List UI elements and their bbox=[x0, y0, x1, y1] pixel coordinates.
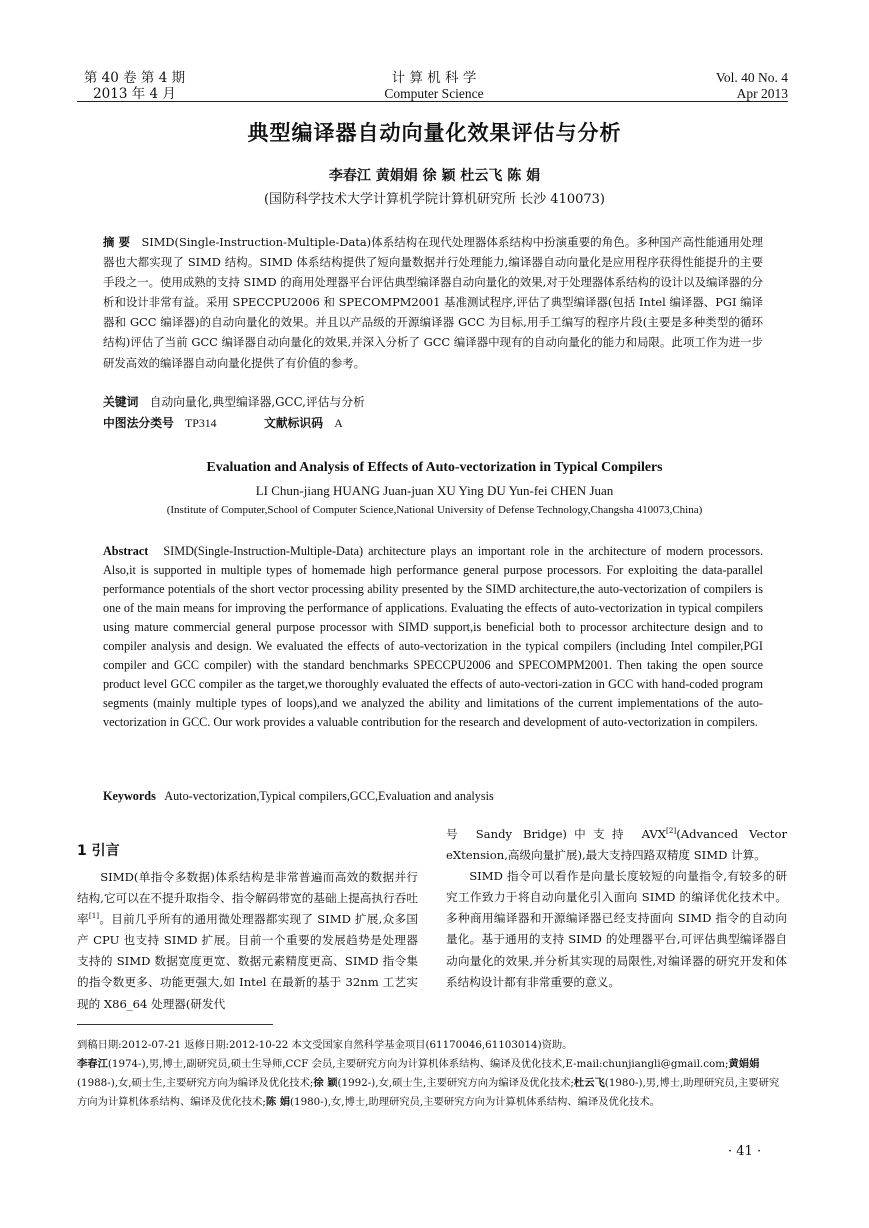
intro-paragraph-1-cont: 。目前几乎所有的通用微处理器都实现了 SIMD 扩展,众多国产 CPU 也支持 SIMD 扩展。目前一个重要的发展趋势是处理器支持的 SIMD 数据宽度更宽、数据元素精度更高、SIMD 指令集的指令数更多、功能更强大,如 Intel 在最新的基于 32nm 工艺实现的 X86_64 处理器(研发代 bbox=[77, 912, 418, 1011]
footnote-author-bios bbox=[77, 1055, 788, 1112]
affiliation-en: (Institute of Computer,School of Computer Science,National University of Defense Technology,Changsha 410073,China) bbox=[166, 504, 703, 516]
citation-ref-1: [1] bbox=[88, 911, 100, 921]
bio-name-5: 陈 娟 bbox=[265, 1096, 290, 1108]
keywords-en bbox=[103, 789, 494, 804]
abstract-en bbox=[103, 542, 763, 732]
header-journal-name bbox=[334, 70, 534, 102]
intro-tail-text-b: (Advanced Vector eXtension,高级向量扩展),最大支持四路双精度 SIMD 计算。 bbox=[446, 827, 787, 863]
intro-tail-text-a: 号 Sandy Bridge)中支持 AVX bbox=[446, 827, 667, 841]
bio-text-1: (1974-),男,博士,副研究员,硕士生导师,CCF 会员,主要研究方向为计算机体系结构、编译及优化技术,E-mail:chunjiangli@gmail.com; bbox=[107, 1058, 729, 1070]
body-right-column bbox=[446, 824, 787, 993]
doc-code-value: A bbox=[334, 416, 343, 430]
paper-title-cn: 典型编译器自动向量化效果评估与分析 bbox=[247, 121, 622, 145]
body-left-column bbox=[77, 867, 418, 1015]
classification-line bbox=[103, 414, 763, 432]
header-date-en: Apr 2013 bbox=[736, 86, 788, 101]
footnote-rule bbox=[77, 1024, 273, 1025]
intro-paragraph-1 bbox=[77, 867, 418, 1015]
footnote bbox=[77, 1036, 788, 1112]
bio-name-4: 杜云飞 bbox=[573, 1077, 605, 1089]
bio-name-2: 黄娟娟 bbox=[728, 1058, 760, 1070]
keywords-cn bbox=[103, 393, 763, 411]
keywords-cn-label: 关键词 bbox=[103, 395, 139, 409]
abstract-en-label: Abstract bbox=[103, 544, 149, 558]
bio-text-5: (1980-),女,博士,助理研究员,主要研究方向为计算机体系结构、编译及优化技术。 bbox=[290, 1096, 661, 1108]
citation-ref-2: [2] bbox=[666, 826, 677, 836]
keywords-en-text: Auto-vectorization,Typical compilers,GCC,Evaluation and analysis bbox=[164, 789, 494, 803]
header-journal-issue-en bbox=[668, 70, 788, 102]
bio-name-1: 李春江 bbox=[77, 1058, 108, 1070]
authors-cn: 李春江 黄娟娟 徐 颖 杜云飞 陈 娟 bbox=[328, 168, 541, 184]
abstract-cn bbox=[103, 232, 763, 373]
clc-value: TP314 bbox=[185, 416, 217, 430]
abstract-cn-label: 摘 要 bbox=[103, 235, 131, 249]
abstract-en-text: SIMD(Single-Instruction-Multiple-Data) architecture plays an important role in the architecture of modern processors. Also,it is supported in multiple types of homemade high performance general purpose processors. For exploiting the data-parallel performance potentials of the short vector processing ability presented by the SIMD architecture,the auto-vectorization of compilers is one of the main means for improving the performance of applications. Evaluating the effects of auto-vectorization in typical compilers using mature commercial general purpose processor with SIMD support,is beneficial both to processor architecture design and to compiler analysis and design. We evaluated the effects of auto-vectorization in the typical compilers (including Intel compiler,PGI compiler and GCC compiler) with the standard benchmarks SPECCPU2006 and SPECOMPM2001. Then taking the open source product level GCC compiler as the target,we thoroughly evaluated the effects of auto-vectori-zation in GCC with hand-coded program segments (mainly multiple types of loops),and we analyzed the ability and limitations of the current implementations of the auto-vectorization in GCC. Our work provides a valuable contribution for the research and development of auto-vectorization in compilers. bbox=[103, 544, 764, 730]
header-date-cn: 2013 年 4 月 bbox=[93, 86, 176, 102]
keywords-en-label: Keywords bbox=[103, 789, 156, 803]
clc-label: 中图法分类号 bbox=[103, 416, 174, 430]
section-heading-introduction: 1 引言 bbox=[77, 843, 120, 859]
page-number: · 41 · bbox=[728, 1144, 762, 1159]
header-journal-volume bbox=[77, 70, 192, 102]
header-rule bbox=[77, 101, 788, 102]
bio-text-2: (1988-),女,硕士生,主要研究方向为编译及优化技术; bbox=[77, 1077, 314, 1089]
header-journal-name-cn: 计 算 机 科 学 bbox=[391, 70, 477, 86]
intro-paragraph-1-text: SIMD(单指令多数据)体系结构是非常普遍而高效的数据并行结构,它可以在不提升取指令、指令解码带宽的基础上提高执行吞吐率 bbox=[77, 870, 418, 927]
header-journal-name-en: Computer Science bbox=[384, 86, 484, 101]
header-vol-no: Vol. 40 No. 4 bbox=[715, 70, 788, 85]
footnote-dates-funding: 到稿日期:2012-07-21 返修日期:2012-10-22 本文受国家自然科学基金项目(61170046,61103014)资助。 bbox=[77, 1039, 573, 1051]
header-volume-issue: 第 40 卷 第 4 期 bbox=[83, 70, 186, 86]
affiliation-cn: (国防科学技术大学计算机学院计算机研究所 长沙 410073) bbox=[263, 192, 606, 207]
bio-text-4: (1980-),男,博士,助理研究员,主要研究方向为计算机体系结构、编译及优化技术; bbox=[77, 1077, 780, 1108]
bio-text-3: (1992-),女,硕士生,主要研究方向为编译及优化技术; bbox=[337, 1077, 574, 1089]
intro-paragraph-2: SIMD 指令可以看作是向量长度较短的向量指令,有较多的研究工作致力于将自动向量化引入面向 SIMD 的编译优化技术中。多种商用编译器和开源编译器已经支持面向 SIMD 指令的自动向量化。基于通用的支持 SIMD 的处理器平台,可评估典型编译器自动向量化的效果,并分析其实现的局限性,对编译器的研究开发和体系结构设计都有非常重要的意义。 bbox=[446, 869, 787, 989]
doc-code-label: 文献标识码 bbox=[264, 416, 324, 430]
keywords-cn-text: 自动向量化,典型编译器,GCC,评估与分析 bbox=[149, 395, 365, 409]
intro-paragraph-1-tail bbox=[446, 824, 787, 866]
bio-name-3: 徐 颖 bbox=[313, 1077, 338, 1089]
paper-title-en: Evaluation and Analysis of Effects of Auto-vectorization in Typical Compilers bbox=[206, 459, 663, 474]
abstract-cn-text: SIMD(Single-Instruction-Multiple-Data)体系结构在现代处理器体系结构中扮演重要的角色。多种国产高性能通用处理器也大都实现了 SIMD 结构。SIMD 体系结构提供了短向量数据并行处理能力,编译器自动向量化是应用程序获得性能提升的主要手段之一。使用成熟的支持 SIMD 的商用处理器平台评估典型编译器自动向量化的效果,对于处理器体系结构的设计以及编译器的分析和设计非常有益。采用 SPECCPU2006 和 SPECOMPM2001 基准测试程序,评估了典型编译器(包括 Intel 编译器、PGI 编译器和 GCC 编译器)的自动向量化的效果。并且以产品级的开源编译器 GCC 为目标,用手工编写的程序片段(主要是多种类型的循环结构)评估了当前 GCC 编译器自动向量化的效果,并深入分析了 GCC 编译器中现有的自动向量化的能力和局限。此项工作为进一步研发高效的编译器自动向量化提供了有价值的参考。 bbox=[103, 235, 763, 370]
authors-en: LI Chun-jiang HUANG Juan-juan XU Ying DU Yun-fei CHEN Juan bbox=[255, 483, 614, 498]
